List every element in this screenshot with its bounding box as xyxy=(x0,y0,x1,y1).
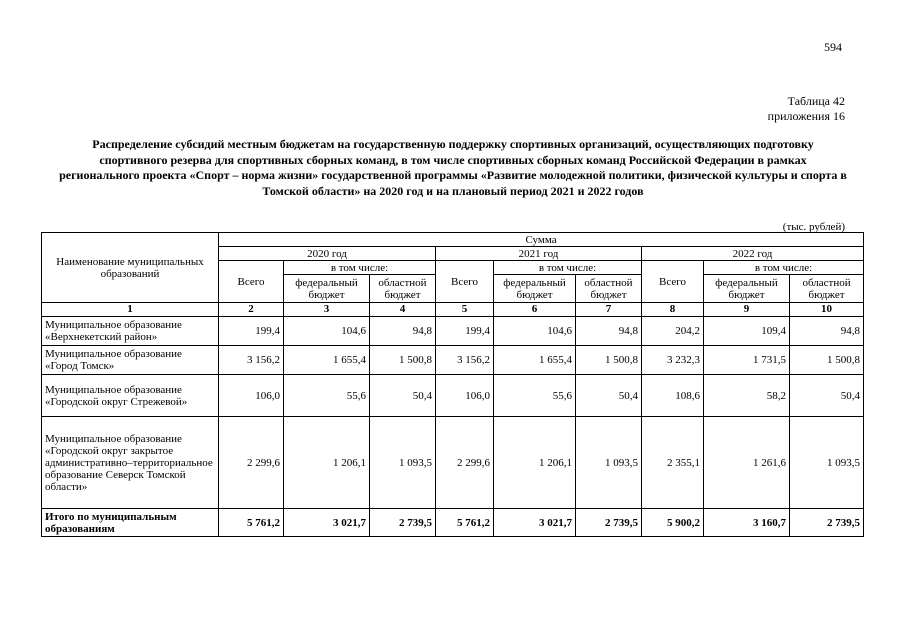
total-value: 5 761,2 xyxy=(436,509,494,537)
column-number: 1 xyxy=(42,303,219,317)
cell-value: 94,8 xyxy=(576,317,642,346)
total-value: 3 021,7 xyxy=(494,509,576,537)
header-regional: областной бюджет xyxy=(576,275,642,303)
cell-value: 204,2 xyxy=(642,317,704,346)
cell-value: 1 500,8 xyxy=(370,346,436,375)
cell-value: 1 261,6 xyxy=(704,417,790,509)
cell-value: 199,4 xyxy=(219,317,284,346)
column-number: 2 xyxy=(219,303,284,317)
table-reference xyxy=(768,94,845,124)
cell-value: 2 299,6 xyxy=(219,417,284,509)
municipality-name: Муниципальное образование «Верхнекетский район» xyxy=(42,317,219,346)
cell-value: 3 156,2 xyxy=(219,346,284,375)
cell-value: 2 355,1 xyxy=(642,417,704,509)
cell-value: 106,0 xyxy=(436,375,494,417)
subsidy-table xyxy=(41,232,864,537)
cell-value: 104,6 xyxy=(284,317,370,346)
cell-value: 3 232,3 xyxy=(642,346,704,375)
table-reference-line1: Таблица 42 xyxy=(787,94,845,108)
column-number: 4 xyxy=(370,303,436,317)
municipality-name: Муниципальное образование «Городской округ Стрежевой» xyxy=(42,375,219,417)
cell-value: 94,8 xyxy=(790,317,864,346)
cell-value: 108,6 xyxy=(642,375,704,417)
total-value: 5 900,2 xyxy=(642,509,704,537)
header-federal: федеральный бюджет xyxy=(284,275,370,303)
total-value: 3 160,7 xyxy=(704,509,790,537)
total-value: 2 739,5 xyxy=(790,509,864,537)
page-number: 594 xyxy=(824,40,842,54)
table-reference-line2: приложения 16 xyxy=(767,109,845,123)
cell-value: 94,8 xyxy=(370,317,436,346)
cell-value: 55,6 xyxy=(284,375,370,417)
header-year-2022: 2022 год xyxy=(642,247,864,261)
cell-value: 50,4 xyxy=(790,375,864,417)
header-total: Всего xyxy=(219,261,284,303)
cell-value: 1 093,5 xyxy=(370,417,436,509)
header-regional: областной бюджет xyxy=(370,275,436,303)
header-year-2021: 2021 год xyxy=(436,247,642,261)
cell-value: 199,4 xyxy=(436,317,494,346)
column-number: 8 xyxy=(642,303,704,317)
cell-value: 104,6 xyxy=(494,317,576,346)
header-total: Всего xyxy=(642,261,704,303)
table-row xyxy=(42,346,864,375)
cell-value: 55,6 xyxy=(494,375,576,417)
total-row xyxy=(42,509,864,537)
cell-value: 106,0 xyxy=(219,375,284,417)
column-number: 6 xyxy=(494,303,576,317)
cell-value: 1 093,5 xyxy=(576,417,642,509)
cell-value: 109,4 xyxy=(704,317,790,346)
cell-value: 1 206,1 xyxy=(494,417,576,509)
municipality-name: Муниципальное образование «Городской округ закрытое административно–территориальное образование Северск Томской области» xyxy=(42,417,219,509)
header-including: в том числе: xyxy=(284,261,436,275)
column-number: 10 xyxy=(790,303,864,317)
column-number: 3 xyxy=(284,303,370,317)
cell-value: 1 655,4 xyxy=(284,346,370,375)
header-regional: областной бюджет xyxy=(790,275,864,303)
cell-value: 1 731,5 xyxy=(704,346,790,375)
column-number: 9 xyxy=(704,303,790,317)
table-row xyxy=(42,375,864,417)
total-value: 2 739,5 xyxy=(576,509,642,537)
header-name-column: Наименование муниципальных образований xyxy=(42,233,219,303)
table-row xyxy=(42,317,864,346)
cell-value: 2 299,6 xyxy=(436,417,494,509)
cell-value: 50,4 xyxy=(370,375,436,417)
cell-value: 1 655,4 xyxy=(494,346,576,375)
cell-value: 1 500,8 xyxy=(576,346,642,375)
total-label: Итого по муниципальным образованиям xyxy=(42,509,219,537)
cell-value: 58,2 xyxy=(704,375,790,417)
document-title: Распределение субсидий местным бюджетам на государственную поддержку спортивных организаций, осуществляющих подготовку спортивного резерва для спортивных сборных команд, в том числе спортивных сборных команд Российской Федерации в рамках регионального проекта «Спорт – норма жизни» государственной программы «Развитие молодежной политики, физической культуры и спорта в Томской области» на 2020 год и на плановый период 2021 и 2022 годов xyxy=(59,137,847,198)
cell-value: 50,4 xyxy=(576,375,642,417)
cell-value: 1 206,1 xyxy=(284,417,370,509)
header-sum: Сумма xyxy=(219,233,864,247)
header-year-2020: 2020 год xyxy=(219,247,436,261)
header-federal: федеральный бюджет xyxy=(704,275,790,303)
header-including: в том числе: xyxy=(704,261,864,275)
column-number: 5 xyxy=(436,303,494,317)
cell-value: 3 156,2 xyxy=(436,346,494,375)
column-number: 7 xyxy=(576,303,642,317)
total-value: 2 739,5 xyxy=(370,509,436,537)
header-federal: федеральный бюджет xyxy=(494,275,576,303)
total-value: 5 761,2 xyxy=(219,509,284,537)
municipality-name: Муниципальное образование «Город Томск» xyxy=(42,346,219,375)
table-row xyxy=(42,417,864,509)
header-total: Всего xyxy=(436,261,494,303)
total-value: 3 021,7 xyxy=(284,509,370,537)
cell-value: 1 093,5 xyxy=(790,417,864,509)
units-note: (тыс. рублей) xyxy=(782,221,845,233)
cell-value: 1 500,8 xyxy=(790,346,864,375)
header-including: в том числе: xyxy=(494,261,642,275)
